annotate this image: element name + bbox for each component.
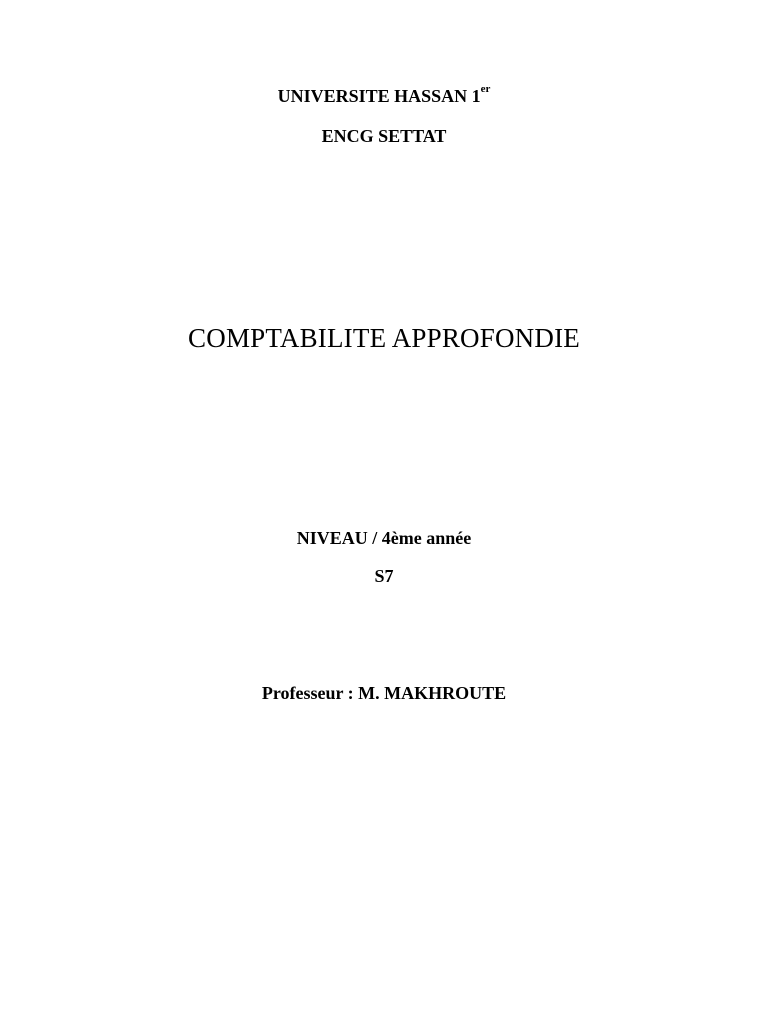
- professor-line: Professeur : M. MAKHROUTE: [261, 683, 507, 703]
- course-level: NIVEAU / 4ème année: [296, 528, 472, 548]
- university-name: [0, 83, 768, 107]
- course-title: COMPTABILITE APPROFONDIE: [188, 323, 580, 353]
- school-name: ENCG SETTAT: [321, 126, 447, 146]
- university-text: UNIVERSITE HASSAN 1: [277, 86, 481, 106]
- university-superscript: er: [480, 83, 491, 95]
- course-semester: S7: [374, 566, 394, 586]
